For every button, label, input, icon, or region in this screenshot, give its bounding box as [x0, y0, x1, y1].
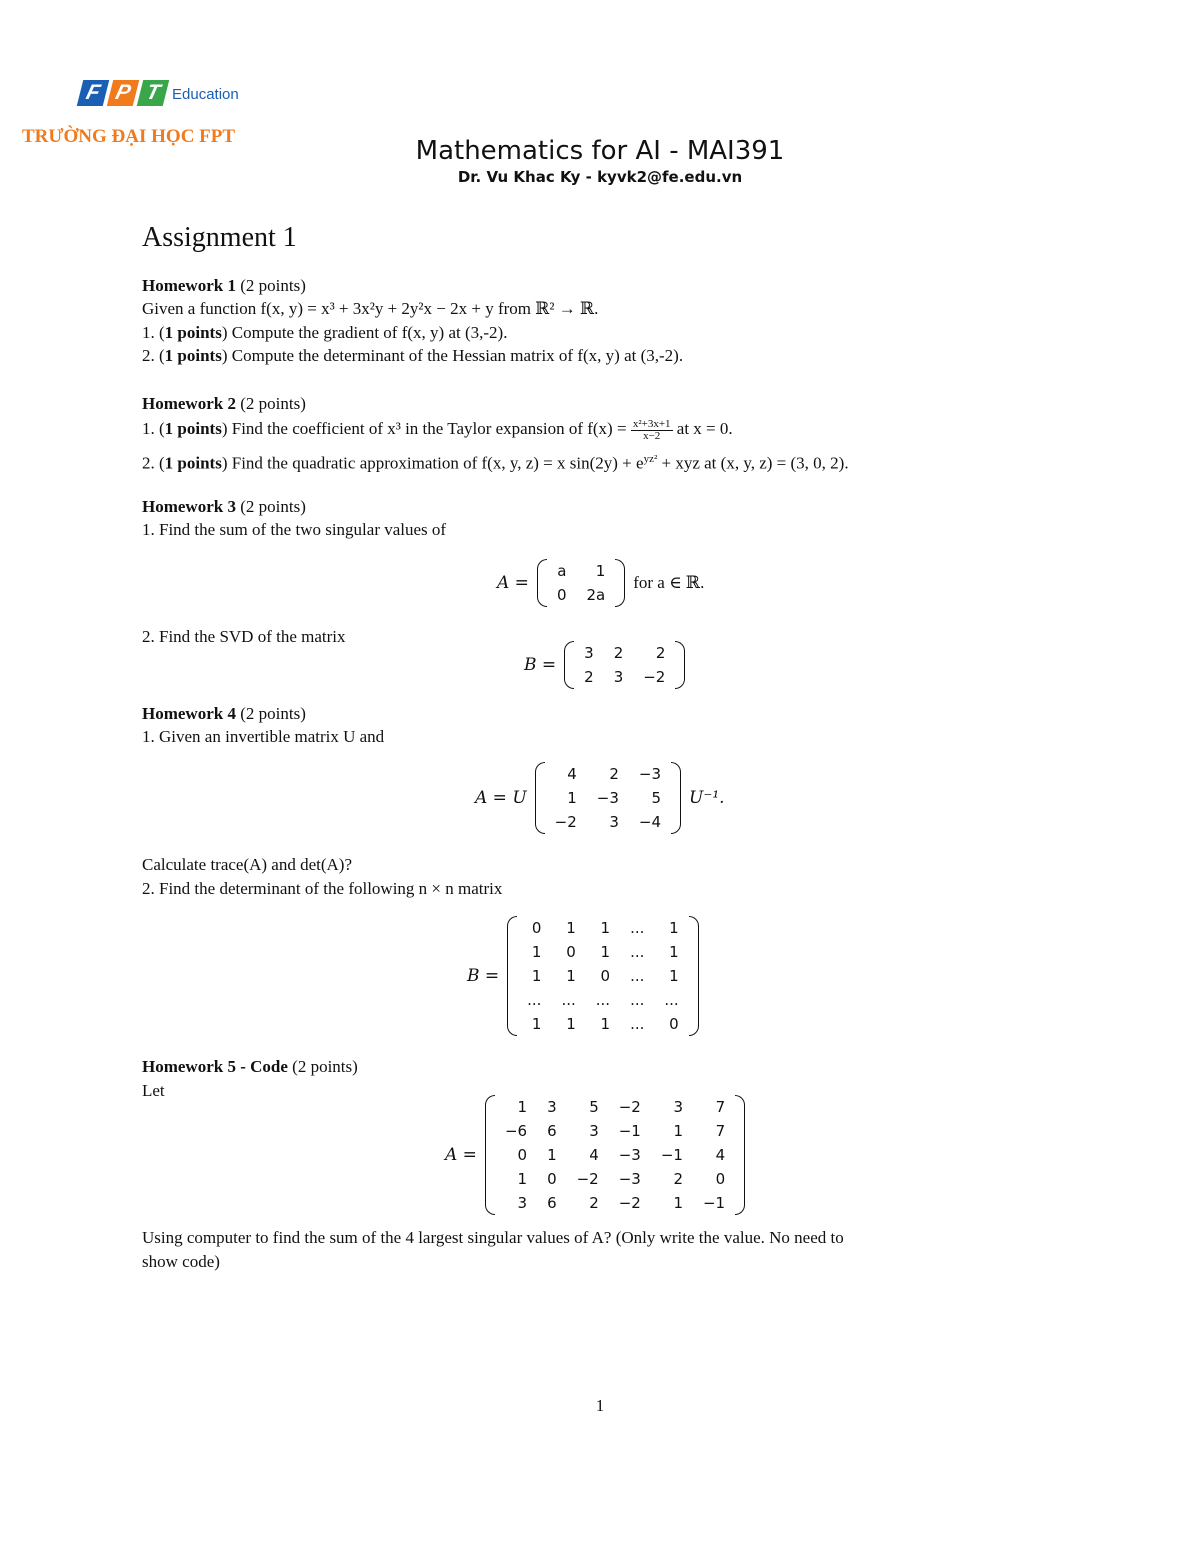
hw1-q2-number: 2. ( [142, 346, 165, 365]
matrix-cell: −1 [702, 1194, 726, 1212]
matrix-cell: 1 [669, 943, 679, 961]
hw2-q2-text: ) Find the quadratic approximation of f(x, y, z) = x sin(2y) + e [221, 453, 644, 473]
logo-education: Education [172, 86, 239, 103]
matrix-row [517, 1012, 689, 1036]
matrix-cell: 1 [566, 1015, 576, 1033]
matrix-body [537, 559, 625, 607]
matrix-body [564, 641, 685, 689]
matrix-cell: 0 [715, 1170, 726, 1188]
matrix-cell: 1 [669, 967, 679, 985]
matrix-cell: 1 [595, 562, 606, 580]
hw2-line1 [142, 418, 733, 442]
matrix-row [545, 810, 671, 834]
hw1-q2-points: 1 points [164, 346, 222, 365]
matrix-cell: −2 [618, 1194, 641, 1212]
hw1-q1-number: 1. ( [142, 323, 165, 342]
hw2-q1-points: 1 points [164, 419, 222, 438]
hw4-title: Homework 4 [142, 704, 236, 723]
matrix-cell: 1 [566, 919, 576, 937]
matrix-cell: 1 [547, 1146, 557, 1164]
author-line: Dr. Vu Khac Ky - kyvk2@fe.edu.vn [457, 168, 743, 186]
matrix-table [574, 641, 675, 689]
matrix-cell: −4 [638, 813, 662, 831]
hw5-points: (2 points) [292, 1057, 358, 1076]
matrix-row [545, 762, 671, 786]
hw2-line2 [142, 448, 849, 475]
matrix-body [507, 916, 699, 1036]
hw4-matrix-b [467, 916, 699, 1036]
hw5-line1: Let [142, 1081, 165, 1100]
matrix-cell: −2 [554, 813, 577, 831]
matrix-cell: ... [527, 991, 542, 1009]
matrix-body [485, 1095, 745, 1215]
matrix-body [535, 762, 681, 834]
matrix-cell: 2 [613, 644, 624, 662]
hw1-heading [142, 275, 306, 297]
assignment-title: Assignment 1 [142, 222, 297, 253]
hw2-q1-tail: at x = 0. [672, 419, 733, 438]
matrix-cell: 3 [517, 1194, 528, 1212]
matrix-cell: −3 [638, 765, 662, 783]
hw3-matrix-a [497, 559, 704, 607]
matrix-cell: ... [595, 991, 611, 1009]
matrix-cell: ... [664, 991, 679, 1009]
matrix-lhs: A = [445, 1145, 477, 1165]
logo-university: TRƯỜNG ĐẠI HỌC FPT [22, 126, 236, 147]
matrix-cell: 1 [517, 1170, 528, 1188]
matrix-cell: 2 [584, 668, 594, 686]
matrix-row [517, 940, 689, 964]
matrix-cell: −1 [660, 1146, 683, 1164]
logo-letter-f: F [77, 80, 109, 106]
hw1-points: (2 points) [240, 276, 306, 295]
page-title: Mathematics for AI - MAI391 [415, 136, 785, 166]
matrix-cell: 6 [547, 1122, 557, 1140]
hw5-matrix-a [445, 1095, 745, 1215]
matrix-cell: ... [630, 919, 645, 937]
matrix-cell: −2 [643, 668, 666, 686]
matrix-cell: 0 [531, 919, 542, 937]
matrix-table [517, 916, 689, 1036]
matrix-row [495, 1191, 735, 1215]
matrix-cell: 7 [715, 1122, 726, 1140]
matrix-cell: 5 [589, 1098, 599, 1116]
matrix-cell: 4 [567, 765, 577, 783]
matrix-cell: ... [630, 967, 645, 985]
matrix-cell: 1 [531, 1015, 542, 1033]
matrix-row [495, 1143, 735, 1167]
matrix-lhs: B = [524, 655, 557, 675]
matrix-row [574, 641, 675, 665]
hw1-q1-text: ) Compute the gradient of f(x, y) at (3,-2). [221, 323, 508, 342]
hw3-line1: 1. Find the sum of the two singular values of [142, 520, 447, 539]
matrix-cell: −2 [576, 1170, 599, 1188]
matrix-cell: −2 [618, 1098, 641, 1116]
matrix-cell: 2 [609, 765, 619, 783]
matrix-cell: 3 [584, 644, 594, 662]
fraction-numerator: x²+3x+1 [632, 417, 671, 430]
matrix-cell: 2 [655, 644, 666, 662]
matrix-cell: −3 [618, 1170, 641, 1188]
matrix-row [574, 665, 675, 689]
matrix-cell: −1 [618, 1122, 641, 1140]
matrix-cell: a [557, 562, 567, 580]
hw4-line2: Calculate trace(A) and det(A)? [142, 855, 353, 874]
matrix-row [517, 916, 689, 940]
hw1-q2-text: ) Compute the determinant of the Hessian matrix of f(x, y) at (3,-2). [221, 346, 684, 365]
matrix-row [545, 786, 671, 810]
hw5-title: Homework 5 - Code [142, 1057, 288, 1076]
matrix-cell: 4 [589, 1146, 599, 1164]
matrix-lhs: A = [497, 573, 529, 593]
hw3-title: Homework 3 [142, 497, 236, 516]
matrix-cell: 1 [600, 919, 611, 937]
hw2-q1-text: ) Find the coefficient of x³ in the Taylor expansion of f(x) = [221, 419, 631, 438]
hw5-line2: Using computer to find the sum of the 4 largest singular values of A? (Only write the value. No need to [142, 1228, 844, 1247]
matrix-cell: 0 [600, 967, 611, 985]
hw3-line2: 2. Find the SVD of the matrix [142, 627, 346, 646]
matrix-rhs: U⁻¹. [689, 788, 725, 808]
hw2-fraction [631, 419, 673, 442]
matrix-cell: 0 [669, 1015, 679, 1033]
matrix-cell: 6 [547, 1194, 557, 1212]
matrix-cell: 2 [589, 1194, 599, 1212]
matrix-cell: 5 [651, 789, 662, 807]
hw1-q1-points: 1 points [164, 323, 222, 342]
matrix-cell: 1 [673, 1122, 683, 1140]
hw2-points: (2 points) [240, 394, 306, 413]
matrix-cell: 7 [715, 1098, 726, 1116]
matrix-row [547, 559, 615, 583]
matrix-cell: 3 [609, 813, 619, 831]
matrix-cell: 3 [547, 1098, 557, 1116]
hw3-heading [142, 496, 306, 518]
matrix-cell: 3 [613, 668, 624, 686]
hw2-heading [142, 393, 306, 415]
hw5-line3: show code) [142, 1252, 220, 1271]
matrix-cell: 1 [566, 967, 576, 985]
matrix-cell: 3 [673, 1098, 683, 1116]
matrix-rhs: for a ∈ ℝ. [633, 573, 705, 592]
logo-letter-t: T [137, 80, 169, 106]
matrix-cell: ... [630, 991, 645, 1009]
matrix-table [495, 1095, 735, 1215]
matrix-cell: 3 [589, 1122, 599, 1140]
matrix-lhs: B = [467, 966, 500, 986]
matrix-cell: ... [630, 943, 645, 961]
hw2-q2-number: 2. ( [142, 453, 165, 473]
matrix-row [495, 1167, 735, 1191]
page-number: 1 [595, 1396, 605, 1415]
hw1-line1: Given a function f(x, y) = x³ + 3x²y + 2y²x − 2x + y from ℝ² → ℝ. [142, 299, 599, 318]
hw2-q2-tail: + xyz at (x, y, z) = (3, 0, 2). [657, 453, 849, 473]
matrix-cell: 0 [517, 1146, 528, 1164]
matrix-cell: 4 [715, 1146, 726, 1164]
matrix-row [517, 988, 689, 1012]
hw4-points: (2 points) [240, 704, 306, 723]
matrix-row [517, 964, 689, 988]
hw4-line1: 1. Given an invertible matrix U and [142, 727, 385, 746]
matrix-cell: 2a [586, 586, 606, 604]
matrix-row [547, 583, 615, 607]
matrix-cell: 1 [531, 943, 542, 961]
hw5-heading [142, 1056, 358, 1078]
matrix-cell: 1 [567, 789, 577, 807]
matrix-lhs: A = U [475, 788, 527, 808]
matrix-cell: 2 [673, 1170, 683, 1188]
matrix-cell: 1 [673, 1194, 683, 1212]
matrix-cell: −6 [504, 1122, 528, 1140]
hw2-q2-points: 1 points [164, 453, 222, 473]
matrix-cell: 0 [547, 1170, 557, 1188]
hw1-line3 [142, 345, 683, 367]
logo-letter-p: P [107, 80, 139, 106]
hw4-heading [142, 703, 306, 725]
matrix-cell: 0 [566, 943, 576, 961]
matrix-row [495, 1095, 735, 1119]
matrix-row [495, 1119, 735, 1143]
matrix-cell: ... [630, 1015, 645, 1033]
matrix-cell: 1 [600, 943, 611, 961]
fraction-denominator: x−2 [643, 429, 661, 442]
hw2-title: Homework 2 [142, 394, 236, 413]
hw2-q1-number: 1. ( [142, 419, 165, 438]
matrix-cell: 1 [600, 1015, 611, 1033]
hw3-matrix-b [524, 641, 685, 689]
hw1-title: Homework 1 [142, 276, 236, 295]
matrix-cell: −3 [596, 789, 619, 807]
matrix-cell: 0 [556, 586, 567, 604]
hw1-line2 [142, 322, 507, 344]
hw4-line3: 2. Find the determinant of the following n × n matrix [142, 879, 503, 898]
matrix-cell: 1 [669, 919, 679, 937]
matrix-cell: 1 [517, 1098, 528, 1116]
hw3-points: (2 points) [240, 497, 306, 516]
matrix-cell: −3 [618, 1146, 641, 1164]
hw4-matrix-a [475, 762, 725, 834]
hw2-exponent: yz² [643, 453, 658, 465]
matrix-table [547, 559, 615, 607]
matrix-cell: 1 [531, 967, 542, 985]
matrix-cell: ... [561, 991, 576, 1009]
matrix-table [545, 762, 671, 834]
